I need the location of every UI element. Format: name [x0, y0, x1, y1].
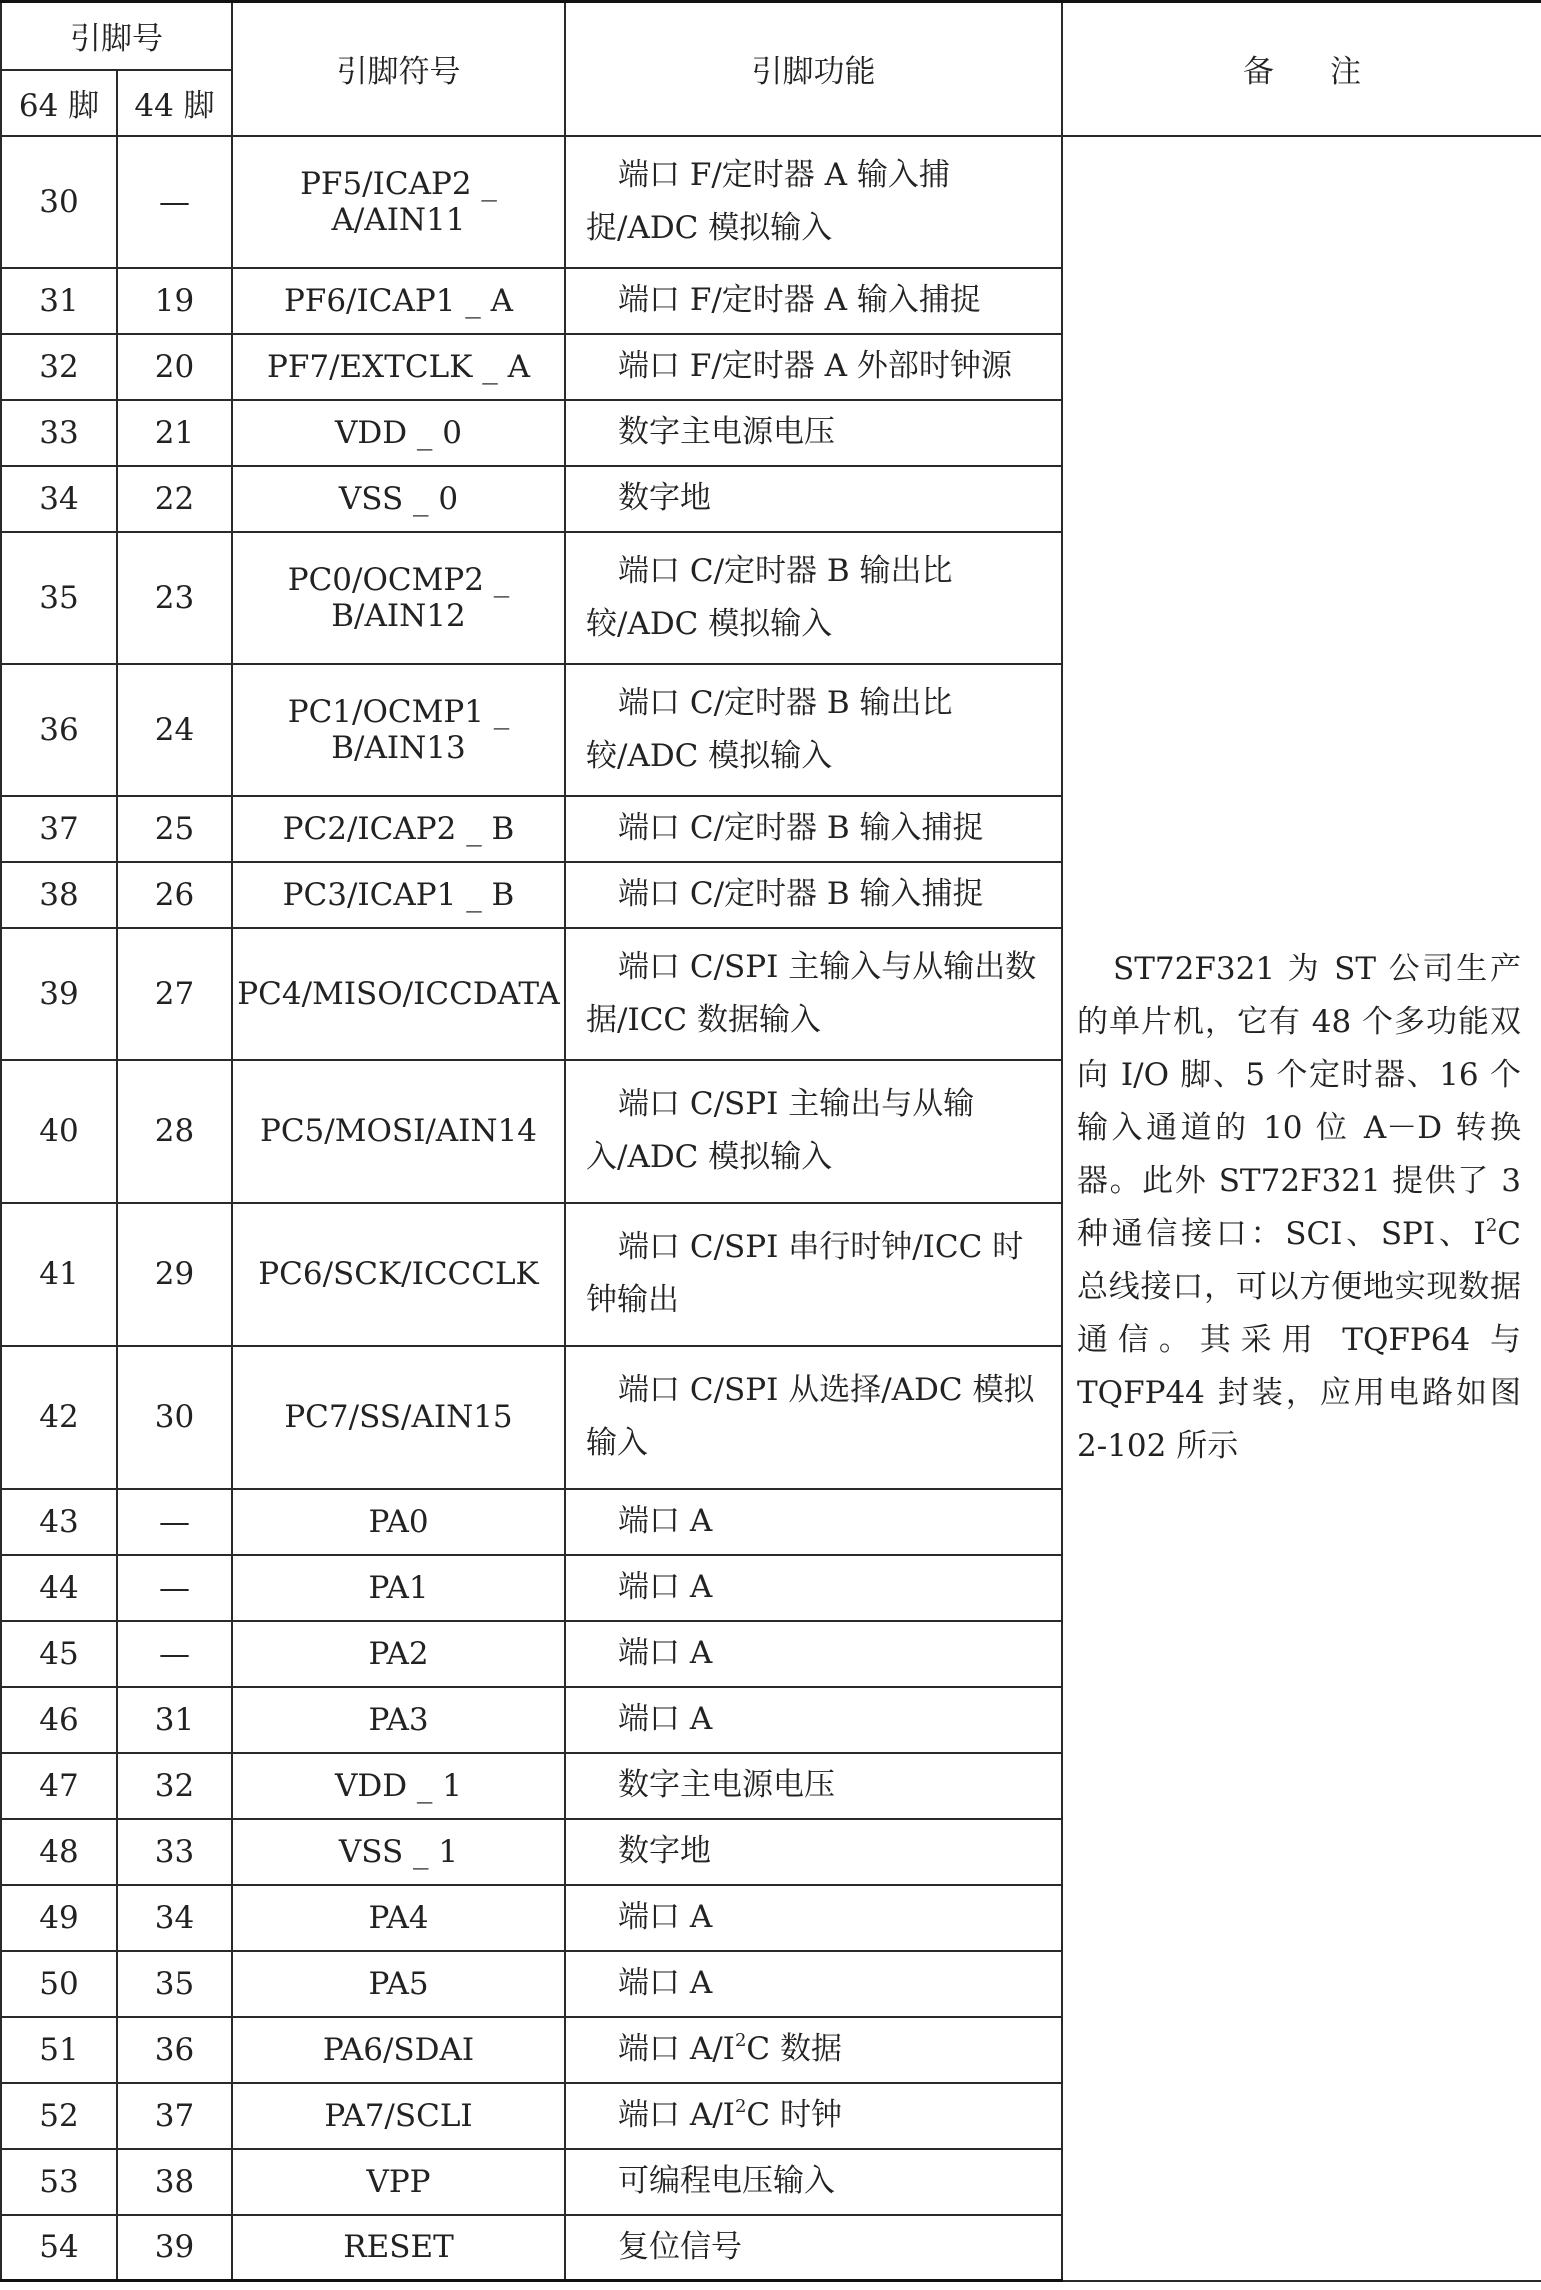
- pin44-cell: 34: [117, 1885, 232, 1951]
- pin64-cell: 43: [1, 1489, 117, 1555]
- function-text: 端口 A: [618, 1503, 713, 1539]
- symbol-cell: RESET: [232, 2215, 565, 2281]
- function-cell: [565, 1687, 1062, 1753]
- function-cell: [565, 1753, 1062, 1819]
- function-text: 端口 A: [618, 1701, 713, 1737]
- function-cell: [565, 1819, 1062, 1885]
- function-text: 复位信号: [618, 2228, 742, 2265]
- remark-superscript: 2: [1485, 1215, 1498, 1236]
- function-text: 端口 F/定时器 A 输入捕捉/ADC 模拟输入: [586, 156, 950, 246]
- remark-text-pre: ST72F321 为 ST 公司生产的单片机，它有 48 个多功能双向 I/O 脚、5 个定时器、16 个输入通道的 10 位 A－D 转换器。此外 ST72F321 提供了 3 种通信接口：SCI、SPI、I: [1077, 951, 1521, 1252]
- pin44-cell: —: [117, 136, 232, 268]
- function-text: 可编程电压输入: [618, 2163, 835, 2199]
- function-text: 数字主电源电压: [618, 1767, 835, 1803]
- function-text: 端口 A: [618, 1569, 713, 1605]
- pin64-cell: 33: [1, 400, 117, 466]
- pin44-cell: 22: [117, 466, 232, 532]
- pin44-cell: 25: [117, 796, 232, 862]
- pin44-cell: 20: [117, 334, 232, 400]
- function-text-pre: 端口 A/I: [618, 2031, 735, 2067]
- pin64-cell: 46: [1, 1687, 117, 1753]
- function-cell: [565, 796, 1062, 862]
- function-cell: [565, 1346, 1062, 1489]
- pin44-cell: 38: [117, 2149, 232, 2215]
- pin64-cell: 30: [1, 136, 117, 268]
- function-text-pre: 端口 A/I: [618, 2097, 735, 2133]
- function-text: 端口 C/SPI 从选择/ADC 模拟输入: [586, 1372, 1035, 1461]
- pin44-cell: 19: [117, 268, 232, 334]
- pin44-cell: 28: [117, 1060, 232, 1203]
- function-text: 端口 C/定时器 B 输出比较/ADC 模拟输入: [586, 552, 953, 642]
- symbol-cell: VDD _ 0: [232, 400, 565, 466]
- symbol-cell: PC5/MOSI/AIN14: [232, 1060, 565, 1203]
- pin44-cell: 24: [117, 664, 232, 796]
- header-pin44: 44 脚: [117, 70, 232, 136]
- function-text: 端口 F/定时器 A 外部时钟源: [618, 348, 1012, 384]
- pin44-cell: 32: [117, 1753, 232, 1819]
- remark-text-post: C 总线接口，可以方便地实现数据通信。其采用 TQFP64 与 TQFP44 封装，应用电路如图 2-102 所示: [1077, 1216, 1521, 1464]
- function-cell: [565, 2149, 1062, 2215]
- pin44-cell: 33: [117, 1819, 232, 1885]
- function-cell: [565, 136, 1062, 268]
- function-cell: [565, 928, 1062, 1060]
- symbol-cell: PC1/OCMP1 _ B/AIN13: [232, 664, 565, 796]
- pin64-cell: 34: [1, 466, 117, 532]
- pin64-cell: 36: [1, 664, 117, 796]
- function-cell: [565, 1489, 1062, 1555]
- symbol-cell: VDD _ 1: [232, 1753, 565, 1819]
- function-text: 端口 C/定时器 B 输入捕捉: [618, 876, 984, 912]
- function-text: 端口 F/定时器 A 输入捕捉: [618, 282, 981, 318]
- pin44-cell: 30: [117, 1346, 232, 1489]
- pin64-cell: 51: [1, 2017, 117, 2083]
- pin64-cell: 54: [1, 2215, 117, 2281]
- pin44-cell: 35: [117, 1951, 232, 2017]
- function-text: 数字地: [618, 1833, 711, 1869]
- pin44-cell: 29: [117, 1203, 232, 1346]
- pin64-cell: 52: [1, 2083, 117, 2149]
- pin44-cell: 36: [117, 2017, 232, 2083]
- pin64-cell: 31: [1, 268, 117, 334]
- pin64-cell: 50: [1, 1951, 117, 2017]
- pin44-cell: 39: [117, 2215, 232, 2281]
- function-text-post: C 数据: [746, 2031, 842, 2067]
- pin44-cell: —: [117, 1555, 232, 1621]
- function-cell: [565, 862, 1062, 928]
- symbol-cell: PF6/ICAP1 _ A: [232, 268, 565, 334]
- pin44-cell: 31: [117, 1687, 232, 1753]
- function-text: 端口 C/SPI 串行时钟/ICC 时钟输出: [586, 1229, 1024, 1318]
- pin44-cell: —: [117, 1489, 232, 1555]
- pin44-cell: 37: [117, 2083, 232, 2149]
- function-cell: [565, 1951, 1062, 2017]
- pin64-cell: 32: [1, 334, 117, 400]
- function-text: 端口 A: [618, 1635, 713, 1671]
- pin44-cell: 27: [117, 928, 232, 1060]
- function-cell: [565, 1885, 1062, 1951]
- symbol-cell: PC6/SCK/ICCCLK: [232, 1203, 565, 1346]
- symbol-cell: PC2/ICAP2 _ B: [232, 796, 565, 862]
- function-cell: [565, 400, 1062, 466]
- header-function: 引脚功能: [565, 2, 1062, 136]
- function-text: 端口 C/SPI 主输出与从输入/ADC 模拟输入: [586, 1086, 975, 1175]
- function-cell: [565, 2017, 1062, 2083]
- symbol-cell: PA5: [232, 1951, 565, 2017]
- symbol-cell: PA6/SDAI: [232, 2017, 565, 2083]
- symbol-cell: VSS _ 0: [232, 466, 565, 532]
- pin64-cell: 39: [1, 928, 117, 1060]
- header-pin-group: 引脚号: [1, 2, 232, 70]
- header-symbol: 引脚符号: [232, 2, 565, 136]
- pin44-cell: —: [117, 1621, 232, 1687]
- function-cell: [565, 664, 1062, 796]
- function-cell: [565, 1203, 1062, 1346]
- header-remark: 备注: [1062, 2, 1541, 136]
- function-text: 数字地: [618, 480, 711, 516]
- function-superscript: 2: [734, 2030, 747, 2051]
- function-cell: [565, 1621, 1062, 1687]
- function-cell: [565, 1555, 1062, 1621]
- symbol-cell: PA0: [232, 1489, 565, 1555]
- symbol-cell: PA7/SCLI: [232, 2083, 565, 2149]
- function-cell: [565, 466, 1062, 532]
- function-text-post: C 时钟: [746, 2097, 842, 2133]
- symbol-cell: PA1: [232, 1555, 565, 1621]
- function-cell: [565, 268, 1062, 334]
- pin64-cell: 49: [1, 1885, 117, 1951]
- function-cell: [565, 334, 1062, 400]
- symbol-cell: PA4: [232, 1885, 565, 1951]
- pin64-cell: 47: [1, 1753, 117, 1819]
- pin44-cell: 21: [117, 400, 232, 466]
- remark-cell: [1062, 136, 1541, 2281]
- function-text: 端口 C/定时器 B 输入捕捉: [618, 810, 984, 846]
- pin44-cell: 26: [117, 862, 232, 928]
- symbol-cell: PC7/SS/AIN15: [232, 1346, 565, 1489]
- pin64-cell: 41: [1, 1203, 117, 1346]
- pin64-cell: 48: [1, 1819, 117, 1885]
- symbol-cell: PF5/ICAP2 _ A/AIN11: [232, 136, 565, 268]
- table-row: [1, 136, 1541, 268]
- header-pin64: 64 脚: [1, 70, 117, 136]
- symbol-cell: PC4/MISO/ICCDATA: [232, 928, 565, 1060]
- symbol-cell: VPP: [232, 2149, 565, 2215]
- function-text: 端口 C/定时器 B 输出比较/ADC 模拟输入: [586, 684, 953, 774]
- function-superscript: 2: [734, 2096, 747, 2117]
- function-cell: [565, 532, 1062, 664]
- function-text: 数字主电源电压: [618, 414, 835, 450]
- pin64-cell: 44: [1, 1555, 117, 1621]
- function-text: 端口 A: [618, 1899, 713, 1935]
- pin64-cell: 38: [1, 862, 117, 928]
- symbol-cell: PA3: [232, 1687, 565, 1753]
- function-cell: [565, 2083, 1062, 2149]
- pin64-cell: 40: [1, 1060, 117, 1203]
- symbol-cell: PF7/EXTCLK _ A: [232, 334, 565, 400]
- pin64-cell: 35: [1, 532, 117, 664]
- symbol-cell: PC0/OCMP2 _ B/AIN12: [232, 532, 565, 664]
- function-text: 端口 C/SPI 主输入与从输出数据/ICC 数据输入: [586, 948, 1037, 1038]
- function-cell: [565, 1060, 1062, 1203]
- symbol-cell: VSS _ 1: [232, 1819, 565, 1885]
- pin64-cell: 53: [1, 2149, 117, 2215]
- function-text: 端口 A: [618, 1965, 713, 2001]
- pin64-cell: 45: [1, 1621, 117, 1687]
- pin64-cell: 42: [1, 1346, 117, 1489]
- pin44-cell: 23: [117, 532, 232, 664]
- pin64-cell: 37: [1, 796, 117, 862]
- symbol-cell: PA2: [232, 1621, 565, 1687]
- symbol-cell: PC3/ICAP1 _ B: [232, 862, 565, 928]
- function-cell: [565, 2215, 1062, 2281]
